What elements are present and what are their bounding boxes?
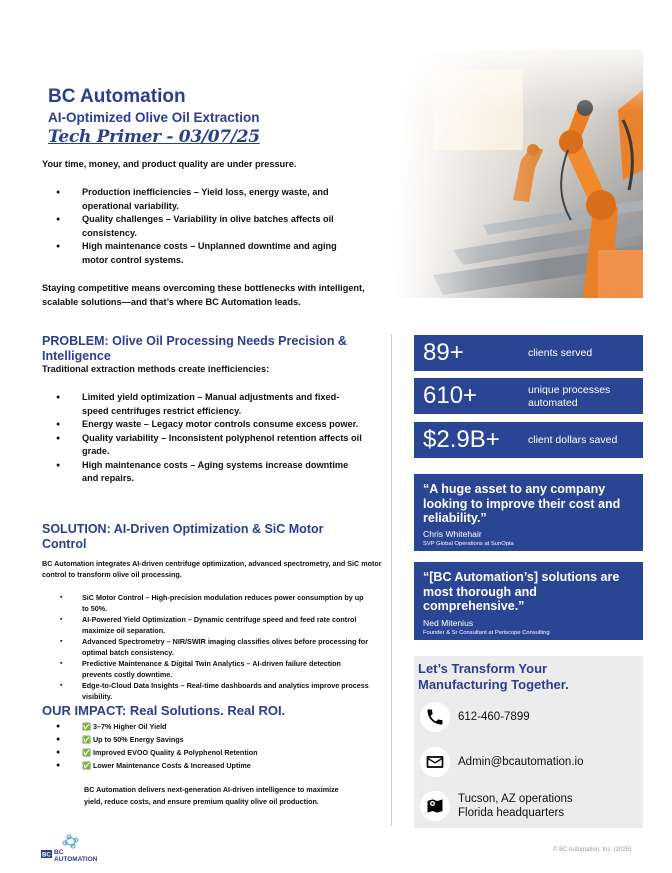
stat-savings	[414, 422, 643, 458]
intro-bullet-list	[42, 186, 362, 267]
company-logo	[41, 834, 103, 863]
email-icon	[420, 747, 450, 777]
solution-bullet-list	[42, 592, 372, 702]
primer-date-heading: Tech Primer - 03/07/25	[48, 127, 260, 147]
stat-number: 89+	[423, 339, 464, 366]
solution-heading: SOLUTION: AI-Driven Optimization & SiC Motor Control	[42, 522, 324, 551]
list-item: ● Energy waste – Legacy motor controls consume excess power.	[42, 418, 362, 432]
impact-bullet-list	[42, 720, 362, 772]
problem-bullet-list	[42, 391, 362, 486]
phone-number[interactable]: 612-460-7899	[458, 711, 530, 723]
phone-icon	[420, 702, 450, 732]
check-icon: ✅	[82, 735, 91, 744]
testimonial-quote	[414, 474, 643, 551]
check-icon: ✅	[82, 748, 91, 757]
copyright-notice: © BC Automation, Inc. (2025)	[553, 847, 632, 853]
list-item: ● ✅ Up to 50% Energy Savings	[42, 733, 362, 746]
quote-author: Chris Whitehair	[423, 529, 482, 539]
solution-lead: BC Automation integrates AI-driven centrifuge optimization, advanced spectrometry, and SiC motor control to transform olive oil processing.	[42, 559, 382, 579]
logo-wordmark: BC AUTOMATION	[54, 849, 98, 863]
list-item: ▪ Advanced Spectrometry – NIR/SWIR imaging classifies olives before processing for optimal batch consistency.	[42, 636, 372, 658]
stat-label: clients served	[528, 347, 593, 359]
list-item: ▪ Edge-to-Cloud Data Insights – Real-time dashboards and analytics improve process visibility.	[42, 680, 372, 702]
list-item: ▪ AI-Powered Yield Optimization – Dynamic centrifuge speed and feed rate control maximize oil separation.	[42, 614, 372, 636]
list-item: ● Limited yield optimization – Manual adjustments and fixed-speed centrifuges restrict efficiency.	[42, 391, 362, 418]
email-address[interactable]: Admin@bcautomation.io	[458, 756, 584, 768]
impact-closing: BC Automation delivers next-generation AI-driven intelligence to maximize yield, reduce costs, and ensure premium quality olive oil production.	[84, 785, 339, 806]
company-title: BC Automation	[48, 86, 186, 107]
svg-text:BC: BC	[42, 852, 51, 858]
impact-heading: OUR IMPACT: Real Solutions. Real ROI.	[42, 703, 286, 718]
testimonial-quote	[414, 562, 643, 640]
hero-factory-image	[393, 50, 643, 298]
list-item: ● ✅ Lower Maintenance Costs & Increased Uptime	[42, 759, 362, 772]
list-item: ▪ SiC Motor Control – High-precision modulation reduces power consumption by up to 50%.	[42, 592, 372, 614]
list-item: ● High maintenance costs – Unplanned downtime and aging motor control systems.	[42, 240, 362, 267]
problem-heading: PROBLEM: Olive Oil Processing Needs Precision & Intelligence	[42, 334, 347, 363]
quote-text: “A huge asset to any company looking to improve their cost and reliability.”	[423, 482, 621, 525]
check-icon: ✅	[82, 761, 91, 770]
list-item: ● ✅ 3–7% Higher Oil Yield	[42, 720, 362, 733]
contact-locations	[420, 791, 640, 821]
list-item: ● Quality variability – Inconsistent polyphenol retention affects oil grade.	[42, 432, 362, 459]
list-item: ▪ Predictive Maintenance & Digital Twin Analytics – AI-driven failure detection prevents costly downtime.	[42, 658, 372, 680]
check-icon: ✅	[82, 722, 91, 731]
list-item: ● High maintenance costs – Aging systems increase downtime and repairs.	[42, 459, 362, 486]
quote-text: “[BC Automation’s] solutions are most thorough and comprehensive.”	[423, 570, 620, 613]
map-icon	[420, 791, 450, 821]
quote-author-role: SVP Global Operations at SunOpta	[423, 541, 514, 547]
quote-author-role: Founder & Sr Consultant at Periscope Consulting	[423, 630, 550, 636]
stat-clients	[414, 335, 643, 371]
contact-email[interactable]	[420, 747, 640, 777]
stat-number: 610+	[423, 382, 478, 409]
contact-phone[interactable]	[420, 702, 640, 732]
stat-number: $2.9B+	[423, 426, 500, 453]
intro-lead: Your time, money, and product quality are under pressure.	[42, 159, 297, 169]
stat-label: client dollars saved	[528, 434, 618, 446]
document-subtitle: AI-Optimized Olive Oil Extraction	[48, 110, 260, 125]
stat-label: unique processes automated	[528, 384, 611, 409]
list-item: ● ✅ Improved EVOO Quality & Polyphenol Retention	[42, 746, 362, 759]
location-headquarters: Florida headquarters	[458, 807, 565, 819]
contact-panel	[414, 656, 643, 828]
quote-author: Ned Mitenius	[423, 618, 474, 628]
contact-heading: Let’s Transform Your Manufacturing Together.	[418, 661, 569, 692]
list-item: ● Quality challenges – Variability in olive batches affects oil consistency.	[42, 213, 362, 240]
problem-lead: Traditional extraction methods create inefficiencies:	[42, 364, 270, 374]
location-operations: Tucson, AZ operations	[458, 793, 573, 805]
intro-closing: Staying competitive means overcoming these bottlenecks with intelligent, scalable solutions—and that’s where BC Automation leads.	[42, 283, 365, 307]
column-divider	[391, 334, 392, 826]
stat-processes	[414, 378, 643, 414]
list-item: ● Production inefficiencies – Yield loss, energy waste, and operational variability.	[42, 186, 362, 213]
